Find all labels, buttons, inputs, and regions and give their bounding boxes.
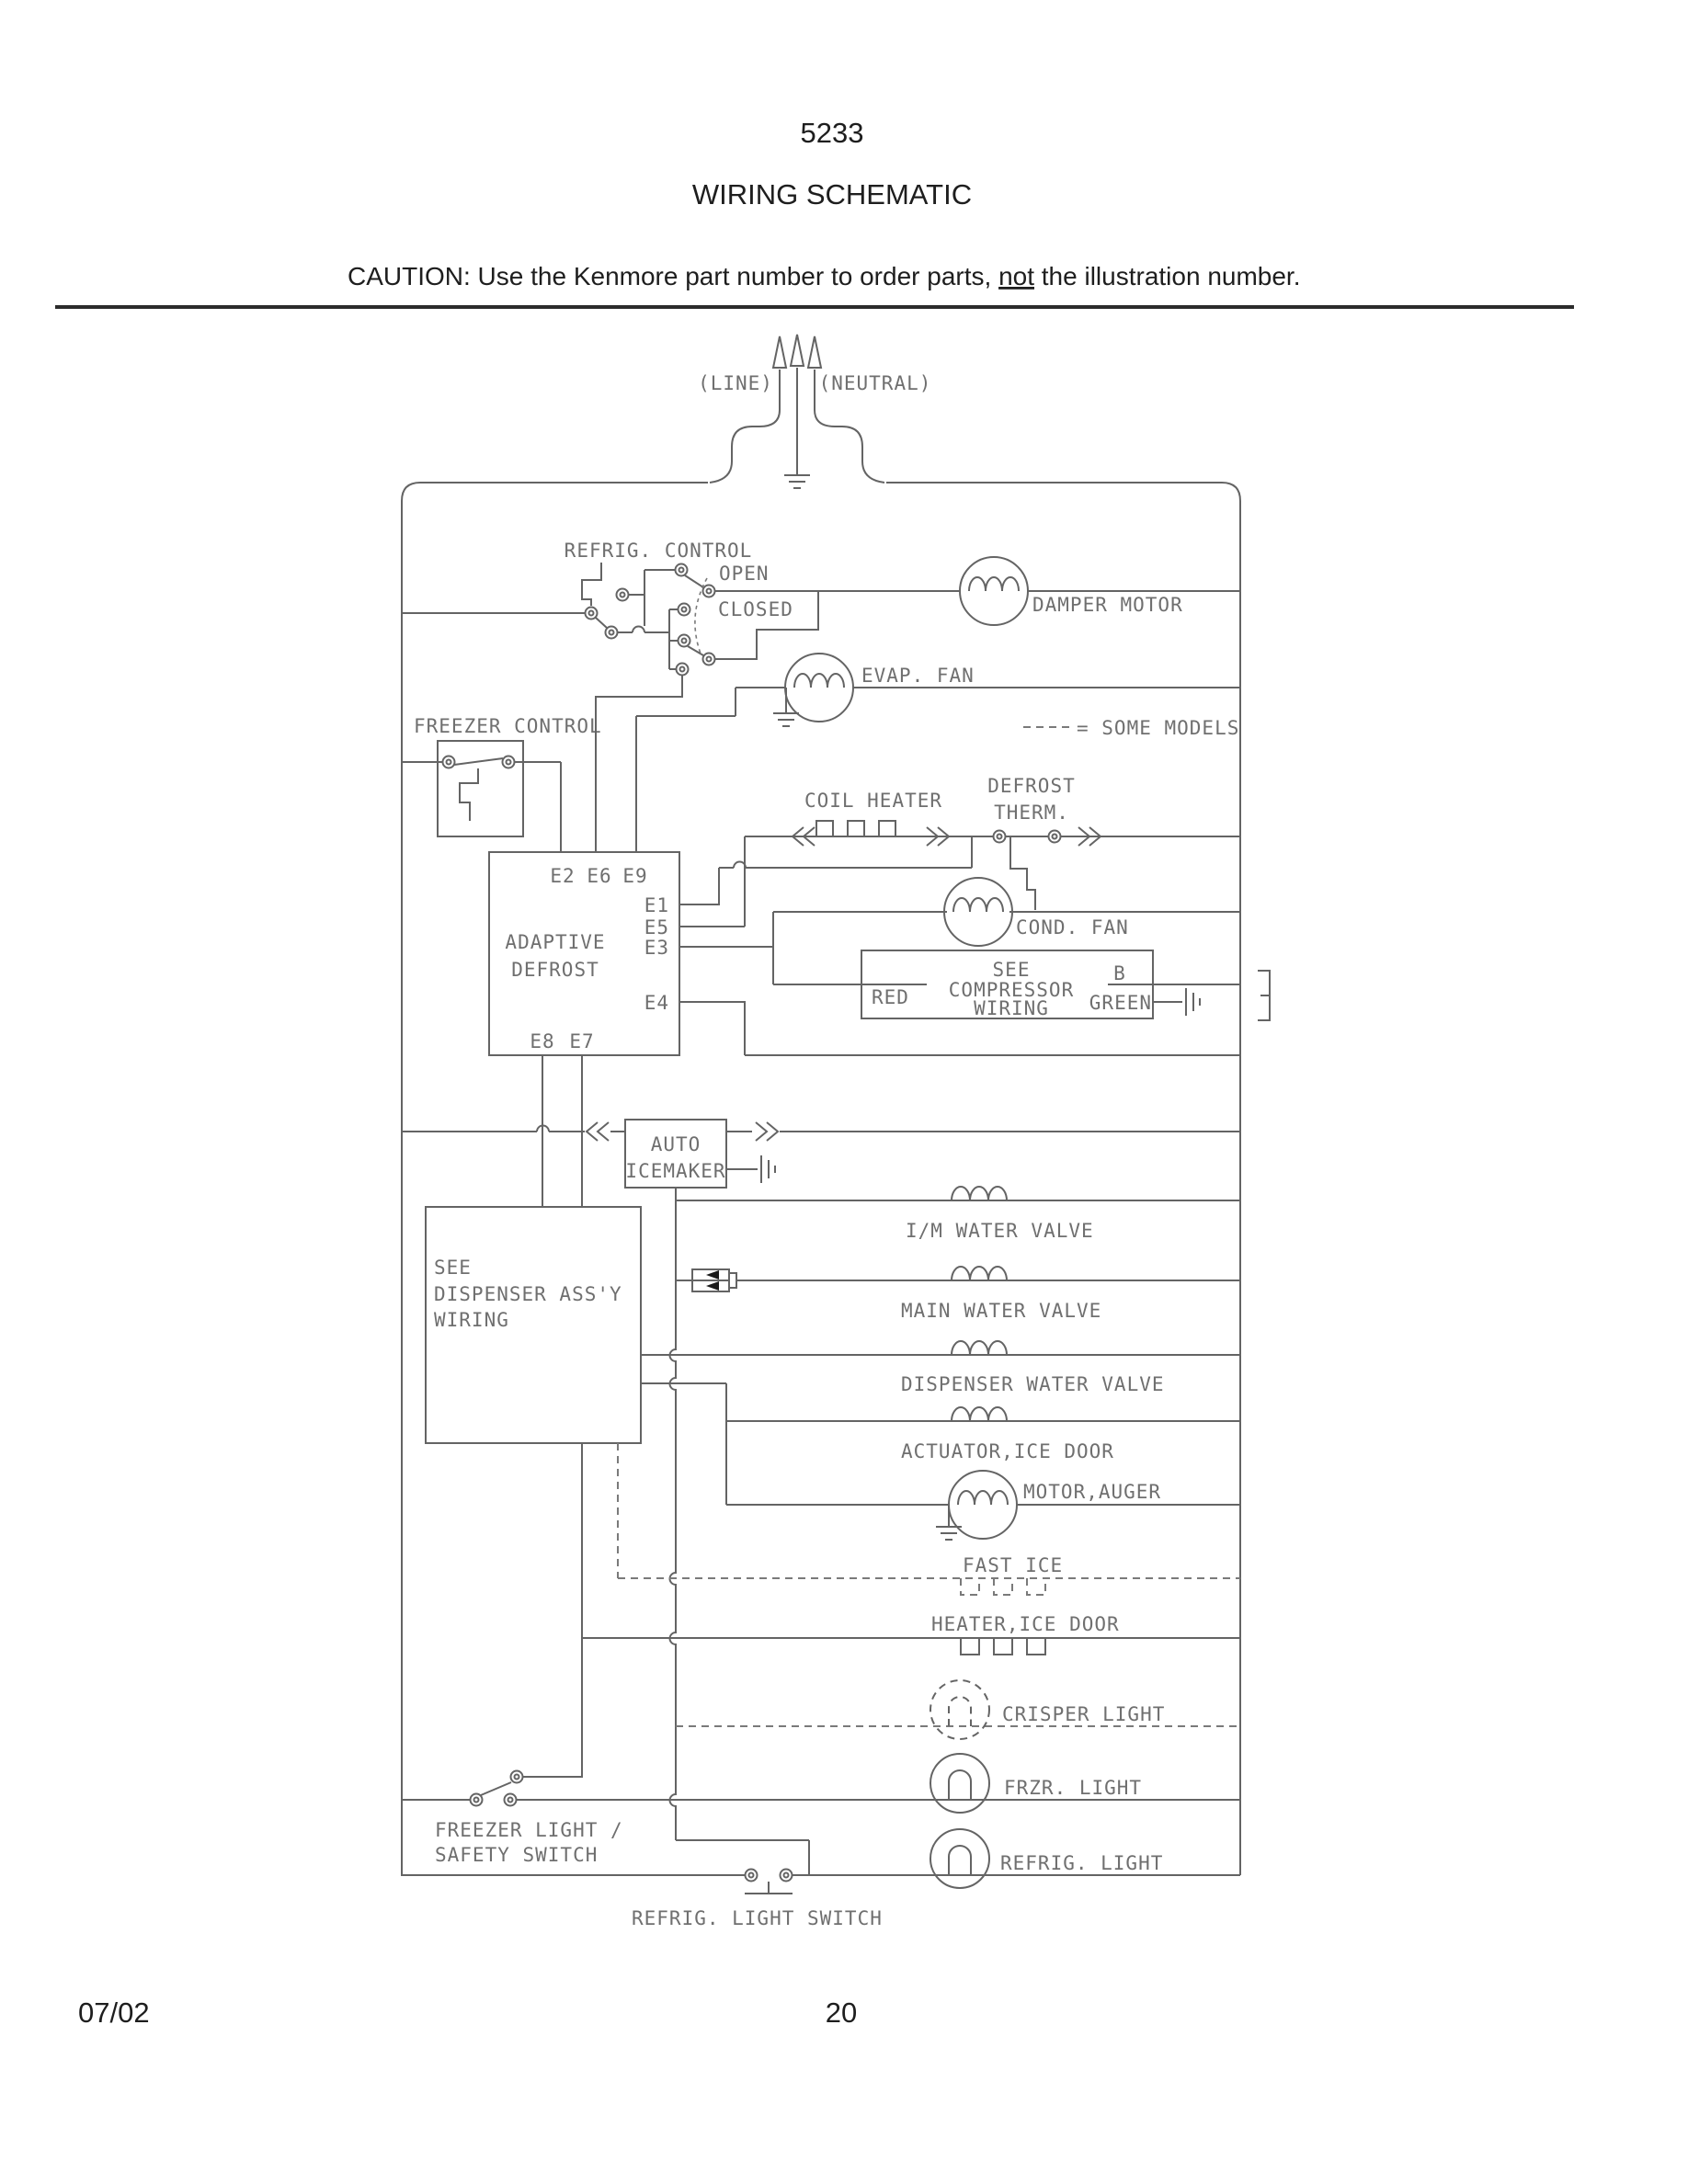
label-main-valve: MAIN WATER VALVE: [901, 1300, 1102, 1322]
contact-common: [617, 589, 629, 601]
label-open: OPEN: [719, 563, 770, 585]
label-refrig-control: REFRIG. CONTROL: [564, 540, 753, 562]
pin-e5: E5: [644, 916, 669, 938]
label-frzr-light: FRZR. LIGHT: [1004, 1777, 1143, 1799]
pin-e3: E3: [644, 937, 669, 959]
pin-e1: E1: [644, 894, 669, 916]
label-auto: AUTO: [650, 1133, 701, 1155]
label-comp-wiring: WIRING: [974, 997, 1049, 1019]
header: [55, 117, 1574, 307]
contact-ladder-1: [679, 604, 690, 616]
contact-closed-moving: [703, 654, 715, 665]
pin-e8: E8: [530, 1030, 555, 1052]
label-dispenser-valve: DISPENSER WATER VALVE: [901, 1373, 1165, 1395]
contact-safety-right: [505, 1794, 517, 1806]
label-refrig-light-switch: REFRIG. LIGHT SWITCH: [632, 1907, 883, 1929]
dispenser-section: [426, 1187, 1240, 1875]
power-supply-leads: [698, 335, 931, 488]
label-line: (LINE): [698, 372, 773, 394]
label-freezer-light-1: FREEZER LIGHT /: [435, 1819, 623, 1841]
pin-e4: E4: [644, 992, 669, 1014]
pin-e2: E2: [550, 865, 576, 887]
contact-therm-2: [1049, 831, 1061, 843]
schematic-outline: [402, 483, 1240, 1875]
label-crisper-light: CRISPER LIGHT: [1002, 1703, 1166, 1725]
label-compressor: COMPRESSOR: [948, 979, 1075, 1001]
label-defrost: DEFROST: [987, 775, 1076, 797]
wiper-linkage-arc: [695, 578, 707, 654]
ground-arrow-icon: [791, 335, 804, 366]
label-damper-motor: DAMPER MOTOR: [1032, 594, 1183, 616]
main-valve-coil: [952, 1267, 1007, 1280]
line-arrow-icon: [773, 336, 786, 368]
actuator-coil: [952, 1407, 1007, 1421]
label-im-valve: I/M WATER VALVE: [906, 1220, 1094, 1242]
cond-fan-symbol: [944, 878, 1012, 946]
contact-therm-1: [994, 831, 1006, 843]
label-disp-wiring: WIRING: [434, 1309, 509, 1331]
footer: [78, 1996, 857, 2029]
supply-ground-icon: [784, 475, 810, 488]
label-green: GREEN: [1089, 992, 1152, 1014]
label-disp-see: SEE: [434, 1257, 472, 1279]
freezer-control: [402, 715, 602, 852]
part-number: 5233: [800, 117, 864, 149]
label-freezer-control: FREEZER CONTROL: [414, 715, 602, 737]
label-neutral: (NEUTRAL): [818, 372, 932, 394]
label-fast-ice: FAST ICE: [963, 1554, 1064, 1576]
dispenser-valve-coil: [952, 1341, 1007, 1355]
crisper-light-symbol: [930, 1680, 989, 1739]
contact-open-moving: [703, 586, 715, 597]
label-disp-assy: DISPENSER ASS'Y: [434, 1283, 622, 1305]
evap-fan-symbol: [785, 654, 853, 722]
label-therm: THERM.: [994, 802, 1069, 824]
im-valve-coil: [952, 1187, 1007, 1200]
caution-note: CAUTION: Use the Kenmore part number to order parts, not the illustration number.: [348, 262, 1301, 290]
pin-e6: E6: [587, 865, 612, 887]
label-b: B: [1113, 962, 1126, 984]
page-title: WIRING SCHEMATIC: [691, 178, 973, 210]
defrost-heater-circuit: [679, 775, 1240, 927]
label-actuator: ACTUATOR,ICE DOOR: [901, 1440, 1114, 1462]
label-adaptive-defrost: DEFROST: [511, 959, 599, 981]
label-cond-fan: COND. FAN: [1016, 916, 1129, 938]
contact-fz-left: [443, 756, 455, 768]
evap-fan-ground-icon: [773, 713, 799, 726]
contact-ladder-2: [677, 664, 689, 676]
refrig-control-switch: [402, 540, 818, 676]
green-ground-icon: [1186, 988, 1200, 1016]
contact-light-switch-right: [781, 1870, 793, 1882]
contact-safety-left: [471, 1794, 483, 1806]
label-motor-auger: MOTOR,AUGER: [1023, 1481, 1162, 1503]
label-adaptive: ADAPTIVE: [505, 931, 606, 953]
pin-e9: E9: [622, 865, 648, 887]
compressor-section: [679, 878, 1270, 1055]
label-refrig-light: REFRIG. LIGHT: [1000, 1852, 1164, 1874]
adaptive-defrost-board: [489, 676, 682, 1207]
evap-fan: [636, 654, 1240, 852]
label-red: RED: [872, 986, 909, 1008]
label-closed: CLOSED: [718, 598, 793, 620]
connector-bracket: [1258, 971, 1270, 1020]
neutral-arrow-icon: [808, 336, 821, 368]
contact-closed-fixed: [679, 635, 690, 647]
pin-e7: E7: [569, 1030, 595, 1052]
damper-motor: [715, 557, 1240, 625]
contact-light-switch-left: [746, 1870, 758, 1882]
footer-date: 07/02: [78, 1996, 150, 2029]
auger-motor-symbol: [949, 1471, 1017, 1539]
label-see: SEE: [992, 959, 1031, 981]
contact-pivot: [586, 608, 598, 620]
label-freezer-light-2: SAFETY SWITCH: [435, 1844, 599, 1866]
auto-icemaker: [402, 1120, 1240, 1188]
some-models-legend: [1023, 717, 1239, 739]
damper-motor-symbol: [960, 557, 1028, 625]
contact-wiper: [606, 627, 618, 639]
contact-open-fixed: [676, 564, 688, 576]
label-coil-heater: COIL HEATER: [804, 790, 943, 812]
diode-block: [692, 1269, 736, 1291]
light-circuits: [402, 1680, 1240, 1929]
label-some-models: = SOME MODELS: [1077, 717, 1240, 739]
contact-fz-right: [503, 756, 515, 768]
contact-safety-upper: [511, 1771, 523, 1783]
label-heater-ice-door: HEATER,ICE DOOR: [931, 1613, 1120, 1635]
label-evap-fan: EVAP. FAN: [861, 665, 975, 687]
footer-page-number: 20: [825, 1996, 858, 2029]
refrig-light-symbol: [930, 1829, 989, 1888]
frzr-light-symbol: [930, 1754, 989, 1813]
icemaker-ground-icon: [761, 1155, 775, 1183]
label-icemaker: ICEMAKER: [625, 1160, 726, 1182]
